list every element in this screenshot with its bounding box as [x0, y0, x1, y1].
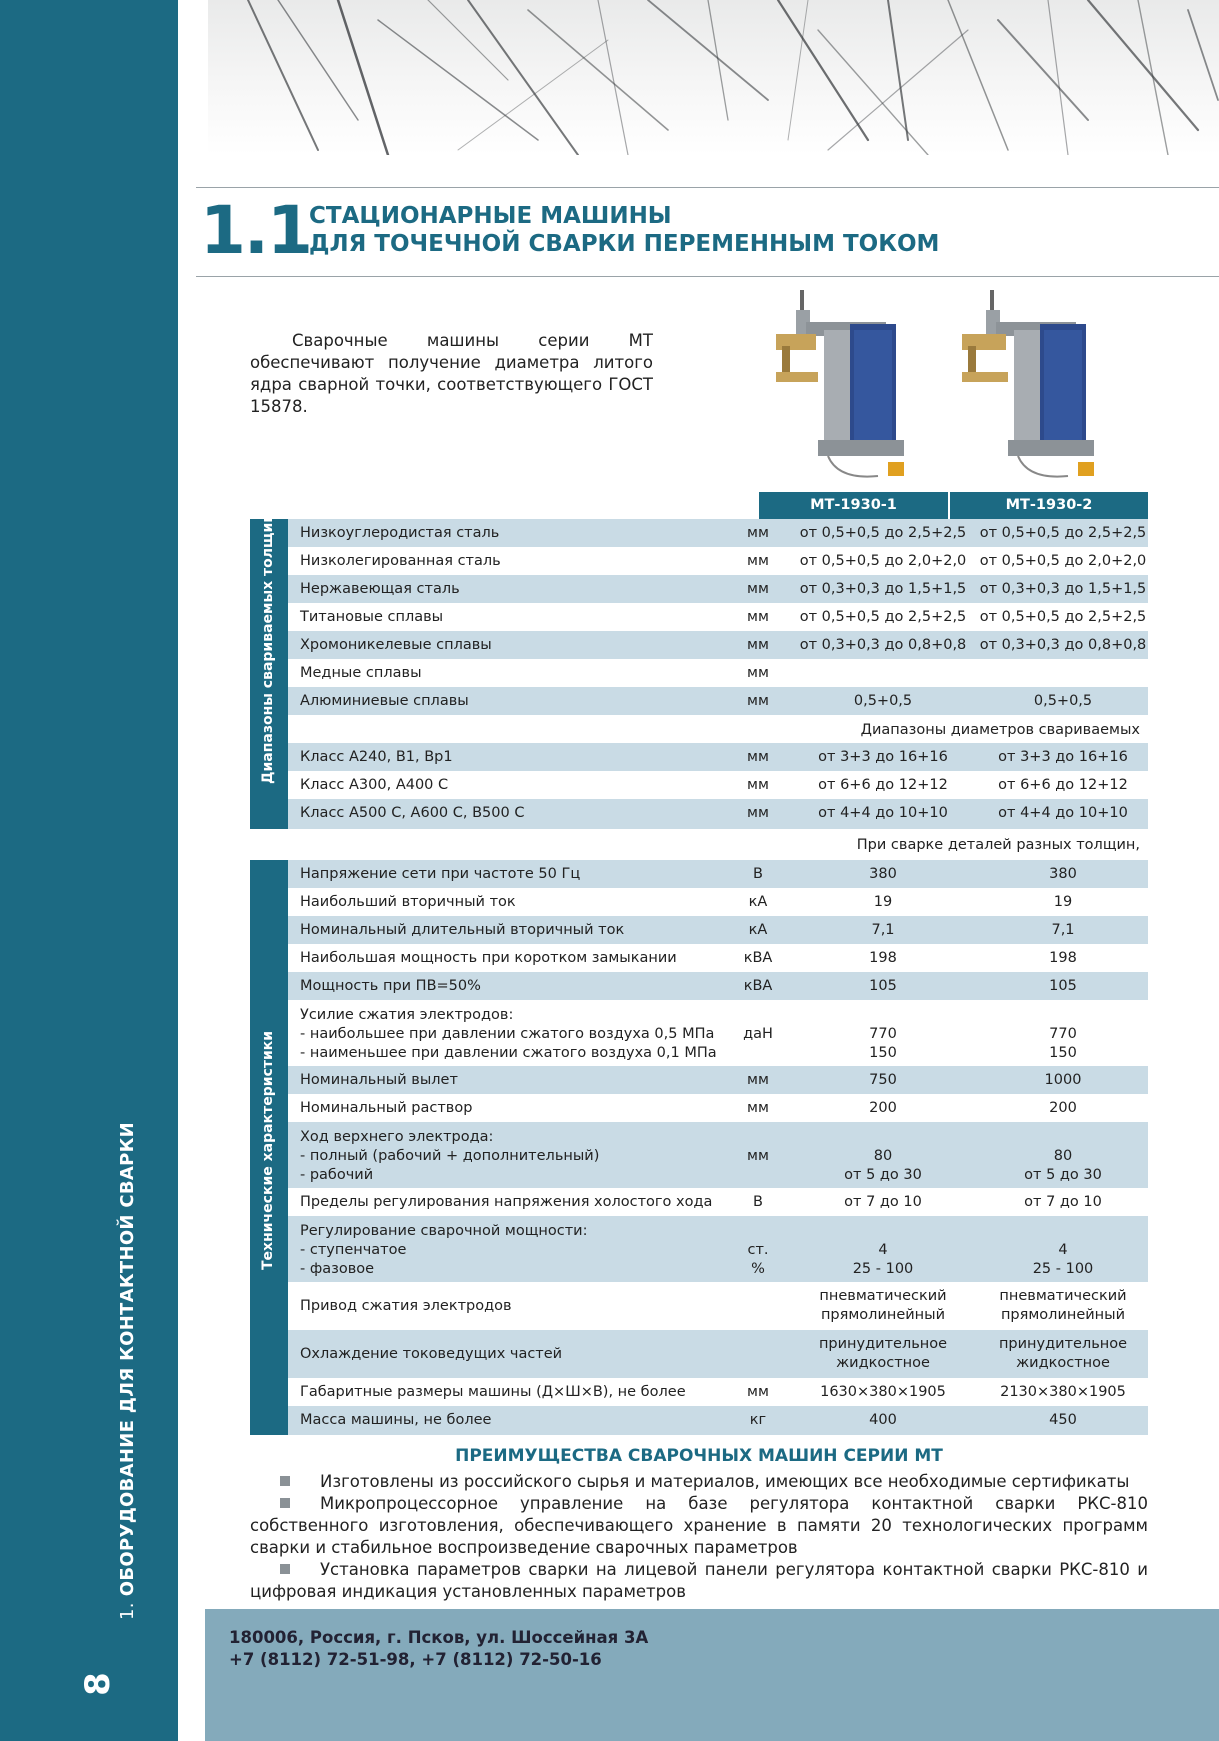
table-row: Пределы регулирования напряжения холостого хода В от 7 до 10 от 7 до 10 [300, 1194, 1102, 1210]
table-row: Ход верхнего электрода: - полный (рабочий + дополнительный) - рабочий мм 80 от 5 до 30 80 от 5 до 30 [288, 1122, 1148, 1188]
chapter-label: 1. ОБОРУДОВАНИЕ ДЛЯ КОНТАКТНОЙ СВАРКИ [117, 1122, 138, 1620]
table-row: Низкоуглеродистая сталь мм от 0,5+0,5 до 2,5+2,5 от 0,5+0,5 до 2,5+2,5 [288, 519, 1148, 547]
table-subnote: Диапазоны диаметров свариваемых [860, 722, 1140, 738]
machine-image-1 [768, 290, 928, 495]
table-row: Усилие сжатия электродов: - наибольшее при давлении сжатого воздуха 0,5 МПа - наименьшее при давлении сжатого воздуха 0,1 МПа даН 770 150 770 150 [300, 1007, 1077, 1061]
advantage-item: Изготовлены из российского сырья и материалов, имеющих все необходимые сертификаты [250, 1471, 1148, 1493]
table-row: Класс А300, А400 С мм от 6+6 до 12+12 от 6+6 до 12+12 [300, 777, 1128, 793]
table-row: Наибольшая мощность при коротком замыкании кВА 198 198 [300, 950, 1077, 966]
table-row: Мощность при ПВ=50% кВА 105 105 [288, 972, 1148, 1000]
section-rule-bottom [196, 276, 1219, 277]
table-row: Охлаждение токоведущих частей принудительное жидкостное принудительное жидкостное [288, 1330, 1148, 1378]
table-row: Номинальный раствор мм 200 200 [300, 1100, 1077, 1116]
thickness-table [250, 513, 1148, 829]
table-row: Хромоникелевые сплавы мм от 0,3+0,3 до 0,8+0,8 от 0,3+0,3 до 0,8+0,8 [288, 631, 1148, 659]
advantage-item: Установка параметров сварки на лицевой панели регулятора контактной сварки РКС-810 и цифровая индикация установленных параметров [250, 1560, 1148, 1601]
section-title: СТАЦИОНАРНЫЕ МАШИНЫ ДЛЯ ТОЧЕЧНОЙ СВАРКИ ПЕРЕМЕННЫМ ТОКОМ [309, 203, 940, 257]
table-row: Привод сжатия электродов пневматический прямолинейный пневматический прямолинейный [300, 1288, 1127, 1323]
advantages-title: ПРЕИМУЩЕСТВА СВАРОЧНЫХ МАШИН СЕРИИ МТ [455, 1446, 943, 1466]
section-rule-top [196, 187, 1219, 188]
table-row: Габаритные размеры машины (Д×Ш×В), не более мм 1630×380×1905 2130×380×1905 [300, 1384, 1126, 1400]
advantage-item: Микропроцессорное управление на базе регулятора контактной сварки РКС-810 собственного изготовления, обеспечивающего хранение в памяти 20 технологических программ сварки и стабильное воспроизведение сварочных параметров [250, 1494, 1148, 1557]
table-row: Номинальный длительный вторичный ток кА 7,1 7,1 [288, 916, 1148, 944]
table-row: Титановые сплавы мм от 0,5+0,5 до 2,5+2,5 от 0,5+0,5 до 2,5+2,5 [300, 609, 1147, 625]
footer [205, 1609, 1219, 1741]
tech-table [250, 860, 1148, 1435]
page-number: 8 [78, 1672, 118, 1696]
table-row: Класс А240, В1, Вр1 мм от 3+3 до 16+16 от 3+3 до 16+16 [288, 743, 1148, 771]
model-header-1: МТ-1930-1 [759, 492, 948, 519]
footer-phones: +7 (8112) 72-51-98, +7 (8112) 72-50-16 [229, 1650, 602, 1669]
model-header-2: МТ-1930-2 [950, 492, 1148, 519]
tech-table-label: Технические характеристики [260, 1030, 276, 1270]
section-number: 1.1 [200, 192, 311, 269]
header-photo [208, 0, 1219, 155]
bullet-icon [280, 1498, 290, 1508]
table-row: Масса машины, не более кг 400 450 [288, 1406, 1148, 1435]
table-row: Наибольший вторичный ток кА 19 19 [300, 894, 1073, 910]
footer-address: 180006, Россия, г. Псков, ул. Шоссейная 3А [229, 1628, 649, 1647]
table-row: Регулирование сварочной мощности: - ступенчатое - фазовое ст. % 4 25 - 100 4 25 - 100 [288, 1216, 1148, 1282]
table-row: Низколегированная сталь мм от 0,5+0,5 до 2,0+2,0 от 0,5+0,5 до 2,0+2,0 [300, 553, 1147, 569]
footer-contacts [229, 1627, 648, 1671]
table-row: Номинальный вылет мм 750 1000 [288, 1066, 1148, 1094]
table-row: Алюминиевые сплавы мм 0,5+0,5 0,5+0,5 [288, 687, 1148, 715]
intro-text: Сварочные машины серии МТ обеспечивают получение диаметра литого ядра сварной точки, соответствующего ГОСТ 15878. [250, 331, 653, 416]
table-footnote: При сварке деталей разных толщин, [856, 837, 1140, 853]
side-band [0, 0, 178, 1741]
thickness-table-label: Диапазоны свариваемых толщин [260, 513, 276, 784]
table-row: Нержавеющая сталь мм от 0,3+0,3 до 1,5+1,5 от 0,3+0,3 до 1,5+1,5 [288, 575, 1148, 603]
table-row: Напряжение сети при частоте 50 Гц В 380 380 [288, 860, 1148, 888]
table-row: Медные сплавы мм [300, 665, 769, 681]
machine-image-2 [958, 290, 1118, 495]
bullet-icon [280, 1564, 290, 1574]
table-row: Класс А500 С, А600 С, В500 С мм от 4+4 до 10+10 от 4+4 до 10+10 [288, 799, 1148, 829]
bullet-icon [280, 1476, 290, 1486]
